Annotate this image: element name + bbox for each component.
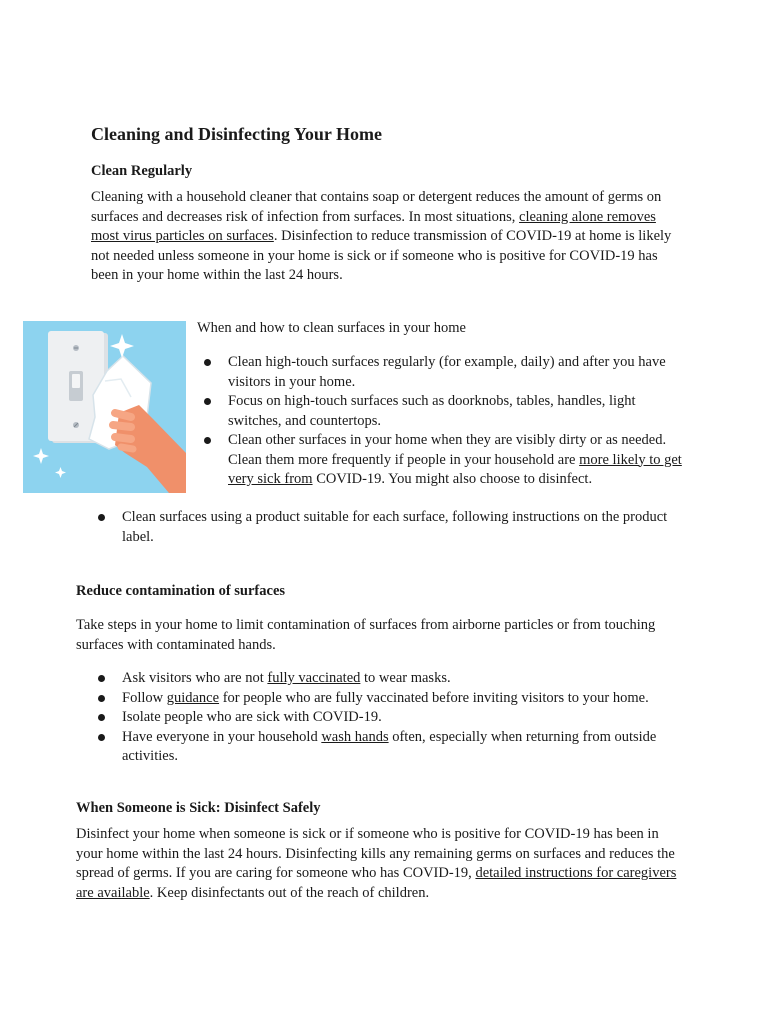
- list-item: [91, 669, 687, 689]
- list-item-text: Have everyone in your household: [122, 728, 322, 745]
- disinfect-safely-heading: When Someone is Sick: Disinfect Safely: [76, 800, 321, 816]
- list-item-text: for people who are fully vaccinated before inviting visitors to your home.: [219, 689, 649, 706]
- cleaning-bullet-list: [197, 353, 692, 490]
- cleaning-alone-link[interactable]: cleaning alone removes most virus particles on surfaces: [91, 208, 656, 244]
- list-item-text: Ask visitors who are not: [122, 670, 268, 686]
- fully-vaccinated-link[interactable]: fully vaccinated: [267, 670, 361, 686]
- wash-hands-link[interactable]: wash hands: [321, 728, 389, 745]
- page-title: Cleaning and Disinfecting Your Home: [91, 124, 383, 144]
- list-item: Clean surfaces using a product suitable for each surface, following instructions on the product label.: [91, 508, 691, 547]
- list-item: [197, 431, 692, 490]
- when-how-subheading: When and how to clean surfaces in your home: [197, 320, 466, 336]
- light-switch-cleaning-illustration: [23, 321, 186, 493]
- list-item-text: Clean other surfaces in your home when they are visibly dirty or as needed. Clean them more frequently if people in your household are: [228, 432, 667, 468]
- clean-regularly-paragraph: [91, 188, 679, 286]
- clean-regularly-heading: Clean Regularly: [91, 163, 193, 179]
- list-item: [91, 728, 687, 767]
- list-item-text: COVID-19. You might also choose to disinfect.: [312, 471, 593, 487]
- cleaning-bullet-list-continued: [91, 508, 691, 547]
- list-item: Focus on high-touch surfaces such as doorknobs, tables, handles, light switches, and countertops.: [197, 392, 692, 431]
- paragraph-text: Disinfect your home when someone is sick or if someone who is positive for COVID-19 has been in your home within the last 24 hours. Disinfecting kills any remaining germs on surfaces and reduces the spread of germs. If you are caring for someone who has COVID-19,: [76, 826, 675, 881]
- paragraph-text: . Keep disinfectants out of the reach of children.: [149, 884, 430, 901]
- reduce-contamination-paragraph: Take steps in your home to limit contamination of surfaces from airborne particles or from touching surfaces with contaminated hands.: [76, 617, 656, 653]
- list-item: Clean high-touch surfaces regularly (for example, daily) and after you have visitors in your home.: [197, 353, 692, 392]
- more-likely-sick-link[interactable]: more likely to get very sick from: [228, 451, 682, 487]
- list-item-text: to wear masks.: [360, 670, 451, 686]
- disinfect-safely-paragraph: [76, 825, 688, 903]
- guidance-link[interactable]: guidance: [166, 689, 220, 706]
- reduce-bullet-list: [91, 669, 687, 767]
- caregiver-instructions-link[interactable]: detailed instructions for caregivers are available: [76, 865, 677, 901]
- list-item: [91, 689, 687, 709]
- list-item-text: often, especially when returning from outside activities.: [122, 728, 657, 764]
- paragraph-text: . Disinfection to reduce transmission of COVID-19 at home is likely not needed unless someone in your home is sick or if someone who is positive for COVID-19 has been in your home within the last 24 hours.: [91, 228, 672, 283]
- list-item-text: Follow: [122, 689, 167, 706]
- reduce-contamination-heading: Reduce contamination of surfaces: [76, 583, 286, 599]
- list-item: Isolate people who are sick with COVID-19.: [91, 708, 687, 728]
- paragraph-text: Cleaning with a household cleaner that contains soap or detergent reduces the amount of germs on surfaces and decreases risk of infection from surfaces. In most situations,: [91, 189, 662, 225]
